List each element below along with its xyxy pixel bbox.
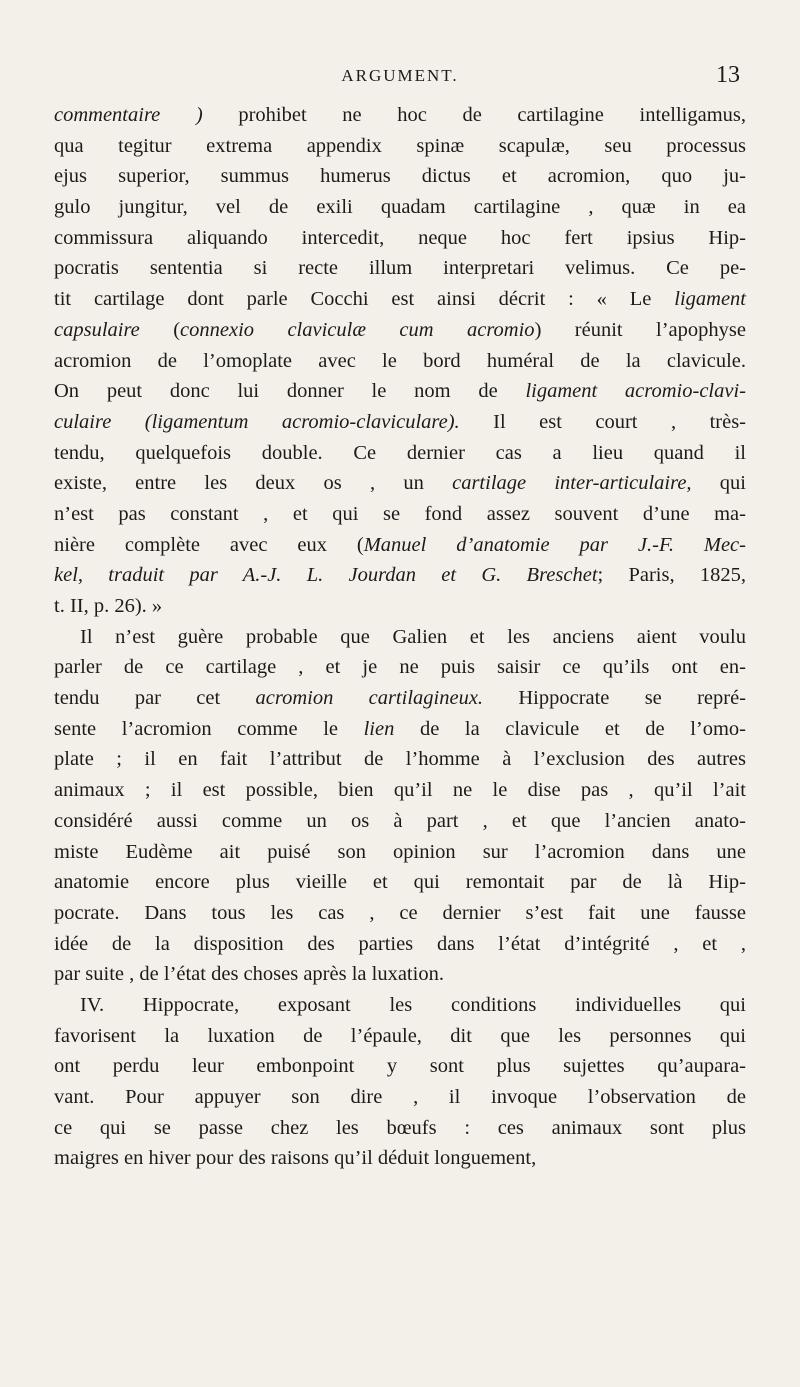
text-segment: tendu, quelquefois double. Ce dernier cas a lieu quand il (54, 441, 746, 464)
text-line (54, 867, 746, 898)
running-header (60, 62, 740, 92)
text-segment: Hippocrate se repré- (483, 687, 746, 710)
text-line (54, 622, 746, 653)
text-segment: Il n’est guère probable que Galien et les anciens aient voulu (80, 625, 746, 648)
text-segment: ; Paris, 1825, (597, 564, 746, 587)
italic-text: culaire (ligamentum acromio-claviculare). (54, 410, 460, 433)
text-line (54, 223, 746, 254)
text-segment: existe, entre les deux os , un (54, 472, 453, 495)
text-line (54, 959, 746, 990)
italic-text: commentaire ) (54, 104, 239, 126)
text-segment: Il est court , très- (459, 410, 746, 433)
text-segment: qui (691, 472, 747, 495)
text-line (54, 1021, 746, 1052)
text-segment: idée de la disposition des parties dans l’état d’intégrité , et , (54, 932, 746, 955)
text-line (54, 131, 746, 162)
text-line (54, 468, 746, 499)
text-line (54, 499, 746, 530)
text-segment: nière complète avec eux ( (54, 533, 364, 556)
text-segment: plate ; il en fait l’attribut de l’homme à l’exclusion des autres (54, 748, 746, 771)
text-line (54, 591, 746, 622)
text-segment: gulo jungitur, vel de exili quadam cartilagine , quæ in ea (54, 196, 746, 219)
text-segment: On peut donc lui donner le nom de (54, 380, 526, 403)
text-line (54, 714, 746, 745)
text-line (54, 315, 746, 346)
page-number: 13 (716, 62, 740, 88)
text-segment: prohibet ne hoc de cartilagine intelligamus, (238, 104, 747, 126)
text-line (54, 192, 746, 223)
text-segment: maigres en hiver pour des raisons qu’il déduit longuement, (54, 1147, 537, 1170)
text-segment: tendu par cet (54, 687, 256, 710)
text-line (54, 683, 746, 714)
text-segment: animaux ; il est possible, bien qu’il ne le dise pas , qu’il l’ait (54, 779, 746, 802)
text-segment: IV. Hippocrate, exposant les conditions individuelles qui (80, 993, 746, 1016)
text-line (54, 530, 746, 561)
text-line (54, 376, 746, 407)
text-line (54, 346, 746, 377)
text-segment: ont perdu leur embonpoint y sont plus sujettes qu’aupara- (54, 1055, 746, 1078)
text-segment: t. II, p. 26). » (54, 595, 163, 617)
text-line (54, 990, 746, 1021)
text-segment: anatomie encore plus vieille et qui remontait par de là Hip- (54, 871, 746, 894)
text-segment: considéré aussi comme un os à part , et que l’ancien anato- (54, 809, 746, 832)
text-line (54, 100, 746, 131)
text-segment: vant. Pour appuyer son dire , il invoque l’observation de (54, 1086, 746, 1108)
text-line (54, 161, 746, 192)
text-segment: favorisent la luxation de l’épaule, dit que les personnes qui (54, 1024, 746, 1047)
text-line (54, 1143, 746, 1174)
italic-text: ligament (674, 288, 746, 311)
text-segment: ejus superior, summus humerus dictus et acromion, quo ju- (54, 165, 746, 188)
text-segment: ( (173, 318, 181, 341)
text-line (54, 560, 746, 591)
text-line (54, 1113, 746, 1144)
running-title: ARGUMENT. (341, 66, 459, 85)
text-line (54, 1082, 746, 1113)
text-segment: miste Eudème ait puisé son opinion sur l’acromion dans une (54, 840, 746, 863)
text-segment: par suite , de l’état des choses après la luxation. (54, 963, 444, 986)
text-line (54, 253, 746, 284)
text-segment: commissura aliquando intercedit, neque hoc fert ipsius Hip- (54, 226, 746, 249)
text-segment: acromion de l’omoplate avec le bord huméral de la clavicule. (54, 349, 746, 372)
text-segment: de la clavicule et de l’omo- (394, 717, 746, 740)
body-text (54, 100, 746, 1174)
text-line (54, 284, 746, 315)
text-segment: ) réunit l’apophyse (534, 318, 746, 341)
text-line (54, 806, 746, 837)
italic-text: acromion cartilagineux. (255, 687, 484, 710)
italic-text: ligament acromio-clavi- (525, 380, 746, 403)
text-segment: tit cartilage dont parle Cocchi est ainsi décrit : « Le (54, 288, 675, 311)
text-segment: n’est pas constant , et qui se fond assez souvent d’une ma- (54, 502, 746, 525)
text-line (54, 1051, 746, 1082)
text-segment: sente l’acromion comme le (54, 717, 364, 740)
italic-text: capsulaire (54, 318, 174, 341)
text-segment: ce qui se passe chez les bœufs : ces animaux sont plus (54, 1116, 746, 1139)
text-line (54, 929, 746, 960)
text-line (54, 898, 746, 929)
text-line (54, 438, 746, 469)
text-line (54, 407, 746, 438)
italic-text: kel, traduit par A.-J. L. Jourdan et G. Breschet (54, 564, 598, 587)
text-segment: pocrate. Dans tous les cas , ce dernier s’est fait une fausse (54, 901, 746, 924)
text-line (54, 744, 746, 775)
text-line (54, 652, 746, 683)
text-segment: pocratis sententia si recte illum interpretari velimus. Ce pe- (54, 257, 746, 280)
text-line (54, 837, 746, 868)
italic-text: lien (363, 717, 395, 740)
text-line (54, 775, 746, 806)
text-segment: parler de ce cartilage , et je ne puis saisir ce qu’ils ont en- (54, 656, 746, 679)
italic-text: Manuel d’anatomie par J.-F. Mec- (363, 533, 746, 556)
italic-text: cartilage inter-articulaire, (452, 472, 692, 495)
text-segment: qua tegitur extrema appendix spinæ scapulæ, seu processus (54, 134, 746, 157)
italic-text: connexio claviculæ cum acromio (180, 318, 535, 341)
